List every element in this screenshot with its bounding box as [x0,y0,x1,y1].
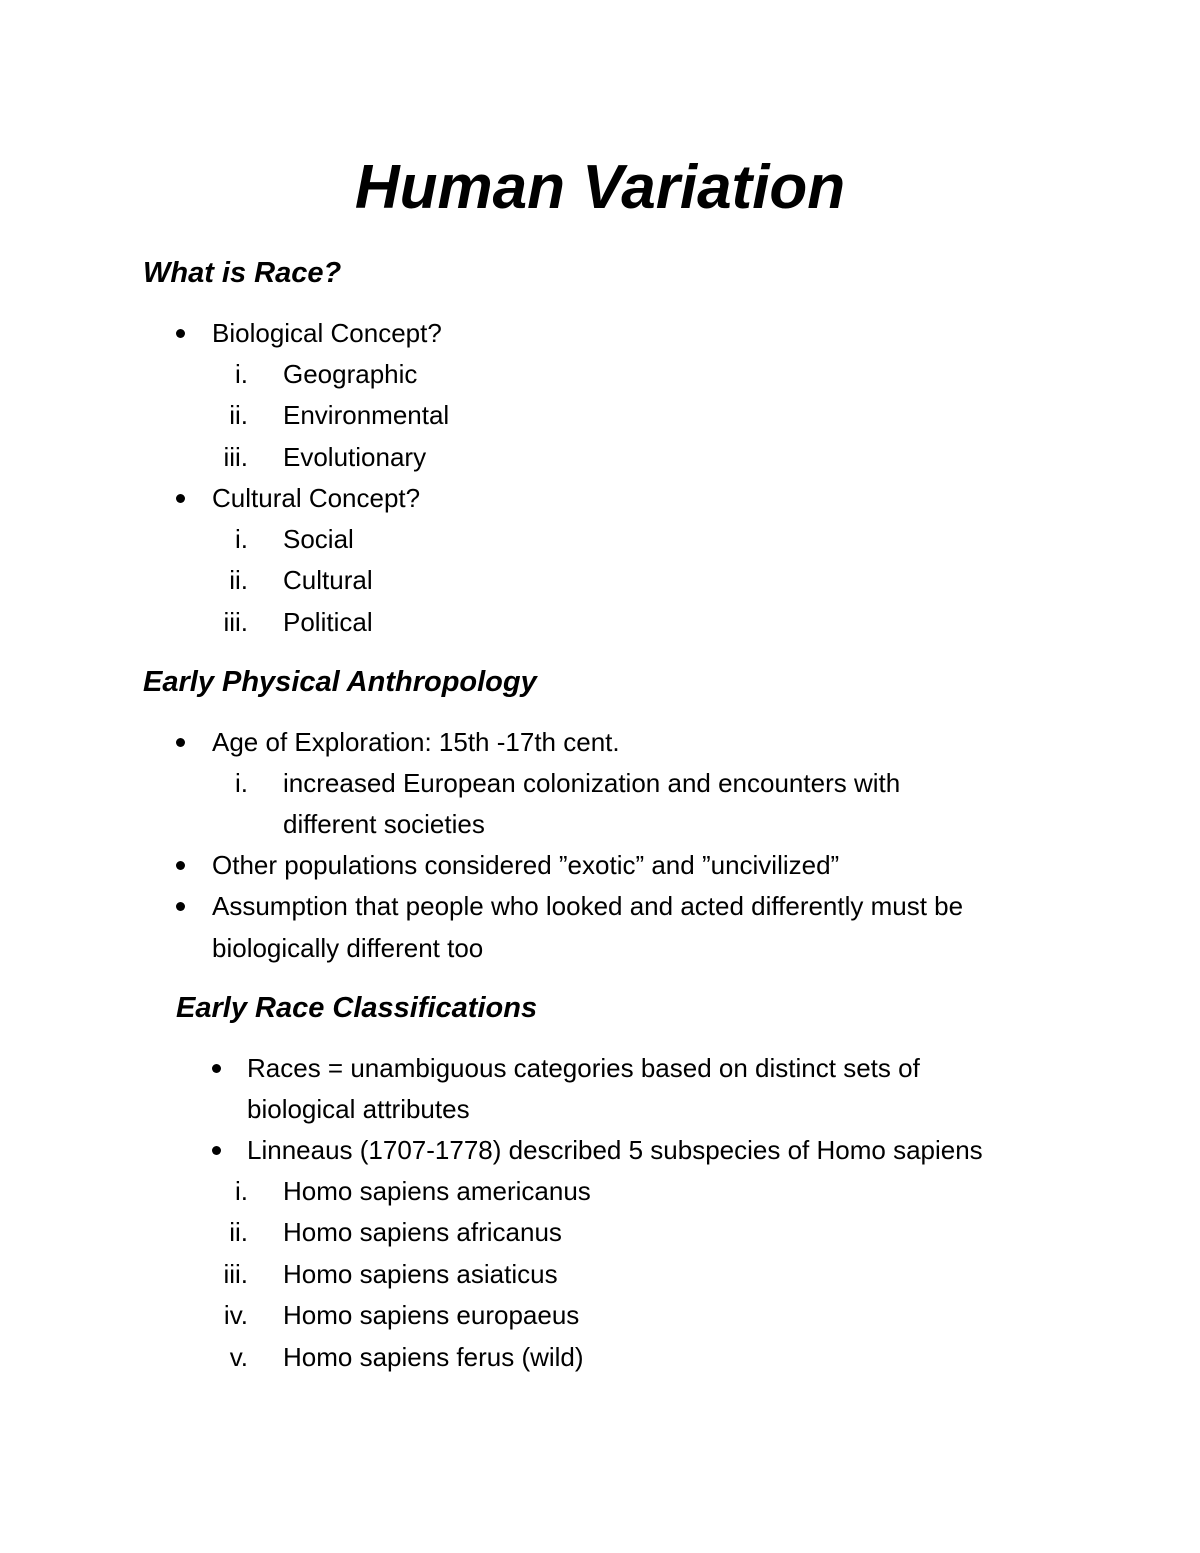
list-item: Homo sapiens asiaticus [283,1259,558,1289]
list-item: Races = unambiguous categories based on distinct sets of [247,1053,920,1083]
list-item: Cultural Concept? [212,483,421,513]
bullet-dot [176,738,185,747]
list-item-continuation: biologically different too [212,933,484,963]
bullet-dot [176,494,185,503]
bullet-dot [176,329,185,338]
list-marker: iv. [223,1300,248,1330]
section-heading: Early Physical Anthropology [143,666,537,698]
list-item: Evolutionary [283,442,427,472]
bullet-dot [212,1146,221,1155]
list-item: Homo sapiens ferus (wild) [283,1342,584,1372]
list-item: increased European colonization and encounters with [283,768,901,798]
list-item: Homo sapiens africanus [283,1217,562,1247]
list-marker: i. [235,359,248,389]
list-item: Age of Exploration: 15th -17th cent. [212,727,620,757]
section-heading: What is Race? [143,257,342,289]
list-item: Homo sapiens europaeus [283,1300,580,1330]
list-marker: ii. [229,565,248,595]
list-marker: iii. [223,607,248,637]
list-item: Linneaus (1707-1778) described 5 subspecies of Homo sapiens [247,1135,983,1165]
list-item: Geographic [283,359,418,389]
list-marker: ii. [229,400,248,430]
list-marker: v. [229,1342,248,1372]
list-marker: iii. [223,442,248,472]
list-item-continuation: biological attributes [247,1094,470,1124]
list-marker: iii. [223,1259,248,1289]
list-item: Biological Concept? [212,318,442,348]
section-heading: Early Race Classifications [176,992,538,1024]
list-item-continuation: different societies [283,809,485,839]
bullet-dot [176,861,185,870]
list-marker: i. [235,768,248,798]
page-title: Human Variation [354,153,846,222]
list-marker: i. [235,524,248,554]
list-item: Other populations considered ”exotic” and ”uncivilized” [212,850,840,880]
list-item: Social [283,524,354,554]
bullet-dot [176,902,185,911]
list-item: Homo sapiens americanus [283,1176,591,1206]
list-item: Political [283,607,373,637]
list-marker: ii. [229,1217,248,1247]
list-item: Cultural [283,565,373,595]
bullet-dot [212,1064,221,1073]
list-item: Assumption that people who looked and acted differently must be [212,891,964,921]
list-marker: i. [235,1176,248,1206]
list-item: Environmental [283,400,450,430]
